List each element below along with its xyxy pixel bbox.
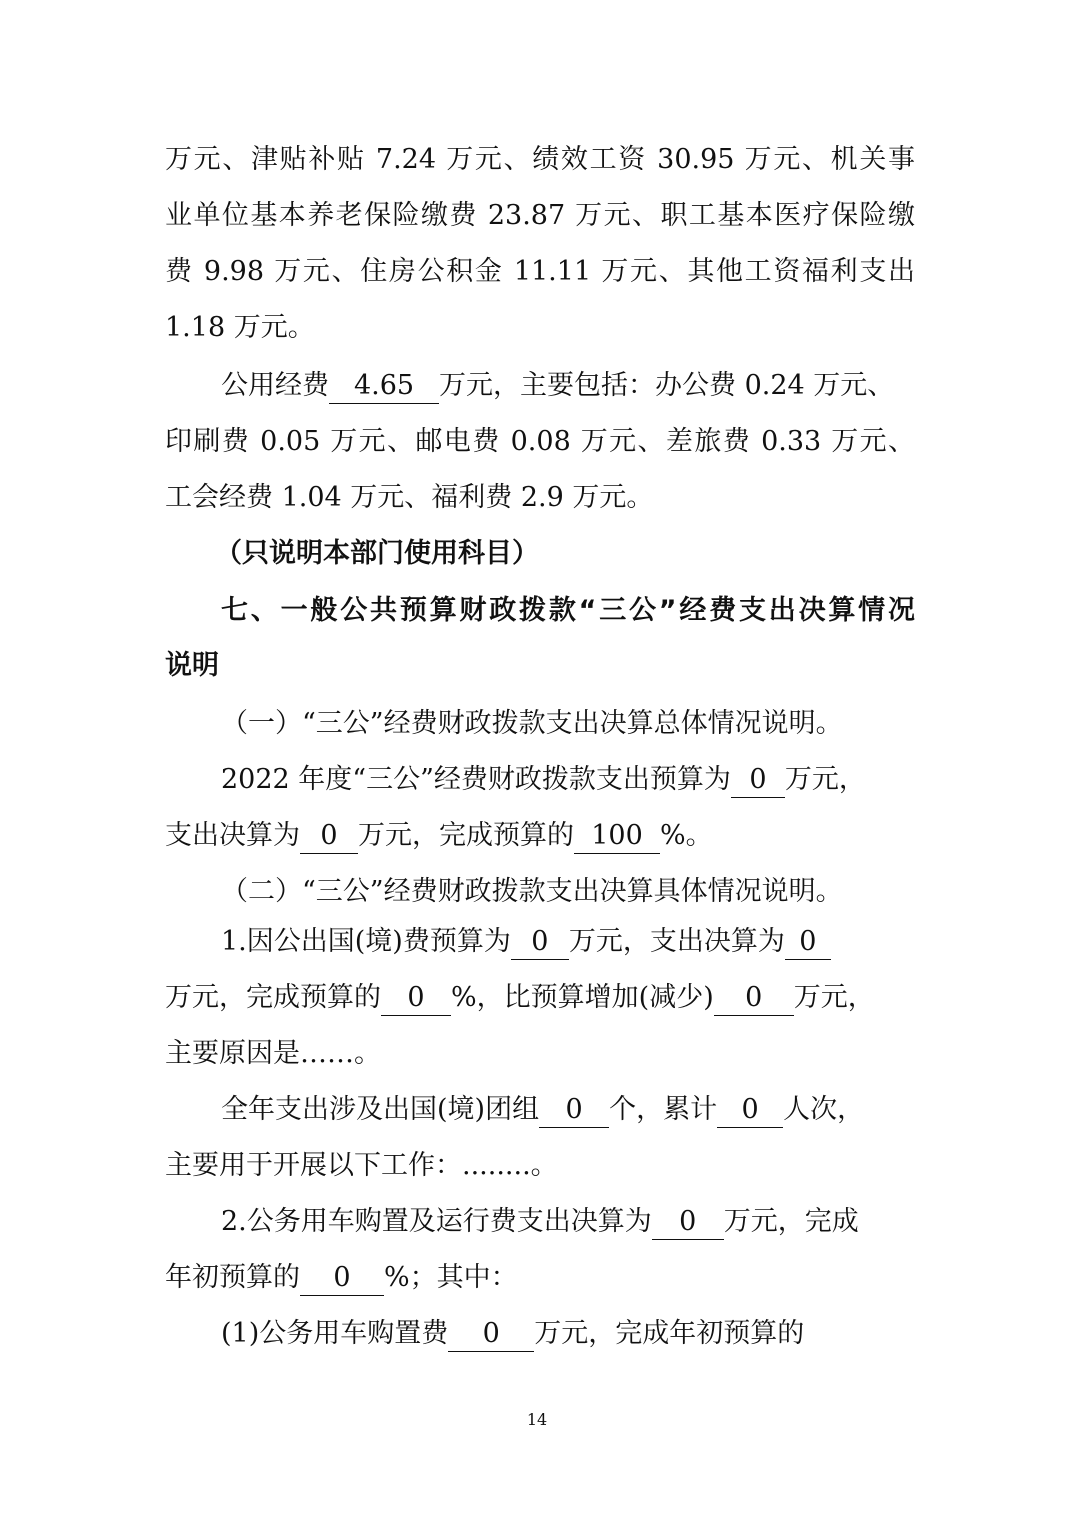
- abroad-groups-line: [221, 1090, 915, 1130]
- total-budget-text: 2022 年度“三公”经费财政拨款支出预算为: [221, 764, 731, 795]
- public-funds-line-2: 印刷费 0.05 万元、邮电费 0.08 万元、差旅费 0.33 万元、: [165, 426, 915, 457]
- page-number: 14: [526, 1410, 548, 1429]
- public-funds-amount: 4.65: [329, 369, 439, 404]
- abroad-change-unit: 万元，: [793, 982, 875, 1013]
- abroad-completion-line: [165, 978, 915, 1018]
- vehicle-purchase-line: [221, 1314, 915, 1354]
- subsection-2-heading: （二）“三公”经费财政拨款支出决算具体情况说明。: [221, 876, 843, 907]
- vehicle-purchase-unit: 万元，完成年初预算的: [534, 1318, 805, 1349]
- abroad-change-text: %，比预算增加(减少): [451, 982, 714, 1013]
- vehicle-actual-line: [221, 1202, 915, 1242]
- abroad-budget-value: 0: [511, 925, 569, 960]
- vehicle-completion-value: 0: [300, 1261, 384, 1296]
- abroad-groups-value: 0: [539, 1093, 609, 1128]
- vehicle-completion-text: 年初预算的: [165, 1262, 300, 1293]
- subsection-1-heading: （一）“三公”经费财政拨款支出决算总体情况说明。: [221, 708, 843, 739]
- abroad-persons-unit: 人次，: [783, 1094, 865, 1125]
- vehicle-actual-text: 2.公务用车购置及运行费支出决算为: [221, 1206, 652, 1237]
- total-budget-value: 0: [731, 763, 785, 798]
- completion-unit: %。: [660, 820, 713, 851]
- personnel-line-1: 万元、津贴补贴 7.24 万元、绩效工资 30.95 万元、机关事: [165, 144, 915, 175]
- total-budget-line: [221, 760, 915, 800]
- abroad-work-line: 主要用于开展以下工作：........。: [165, 1150, 558, 1181]
- personnel-line-2: 业单位基本养老保险缴费 23.87 万元、职工基本医疗保险缴: [165, 200, 915, 231]
- total-actual-text: 支出决算为: [165, 820, 300, 851]
- personnel-line-4: 1.18 万元。: [165, 312, 315, 343]
- public-funds-line-1: [221, 366, 915, 406]
- vehicle-purchase-text: (1)公务用车购置费: [221, 1318, 449, 1349]
- vehicle-actual-unit: 万元，完成: [723, 1206, 859, 1237]
- abroad-change-value: 0: [714, 981, 794, 1016]
- scope-note: （只说明本部门使用科目）: [215, 538, 539, 569]
- total-budget-unit: 万元，: [784, 764, 866, 795]
- abroad-budget-line: [221, 922, 915, 962]
- vehicle-completion-unit: %；其中：: [384, 1262, 518, 1293]
- abroad-reason-line: 主要原因是……。: [165, 1038, 381, 1069]
- completion-value: 100: [574, 819, 660, 854]
- section-7-title-cont: 说明: [165, 650, 219, 681]
- total-actual-line: [165, 816, 915, 856]
- abroad-completion-value: 0: [381, 981, 451, 1016]
- public-funds-line-3: 工会经费 1.04 万元、福利费 2.9 万元。: [165, 482, 654, 513]
- abroad-actual-value: 0: [785, 925, 831, 960]
- vehicle-completion-line: [165, 1258, 915, 1298]
- vehicle-purchase-value: 0: [448, 1317, 534, 1352]
- public-funds-suffix: 万元，主要包括：办公费 0.24 万元、: [439, 370, 895, 401]
- abroad-actual-text: 万元，支出决算为: [568, 926, 785, 957]
- abroad-budget-text: 1.因公出国(境)费预算为: [221, 926, 511, 957]
- vehicle-actual-value: 0: [652, 1205, 724, 1240]
- abroad-completion-text: 万元，完成预算的: [165, 982, 381, 1013]
- abroad-persons-text: 个，累计: [609, 1094, 718, 1125]
- completion-text: 万元，完成预算的: [358, 820, 574, 851]
- section-7-title: 七、一般公共预算财政拨款“三公”经费支出决算情况: [221, 595, 915, 626]
- public-funds-prefix: 公用经费: [221, 370, 329, 401]
- personnel-line-3: 费 9.98 万元、住房公积金 11.11 万元、其他工资福利支出: [165, 256, 915, 287]
- total-actual-value: 0: [300, 819, 358, 854]
- abroad-persons-value: 0: [717, 1093, 783, 1128]
- abroad-groups-text: 全年支出涉及出国(境)团组: [221, 1094, 540, 1125]
